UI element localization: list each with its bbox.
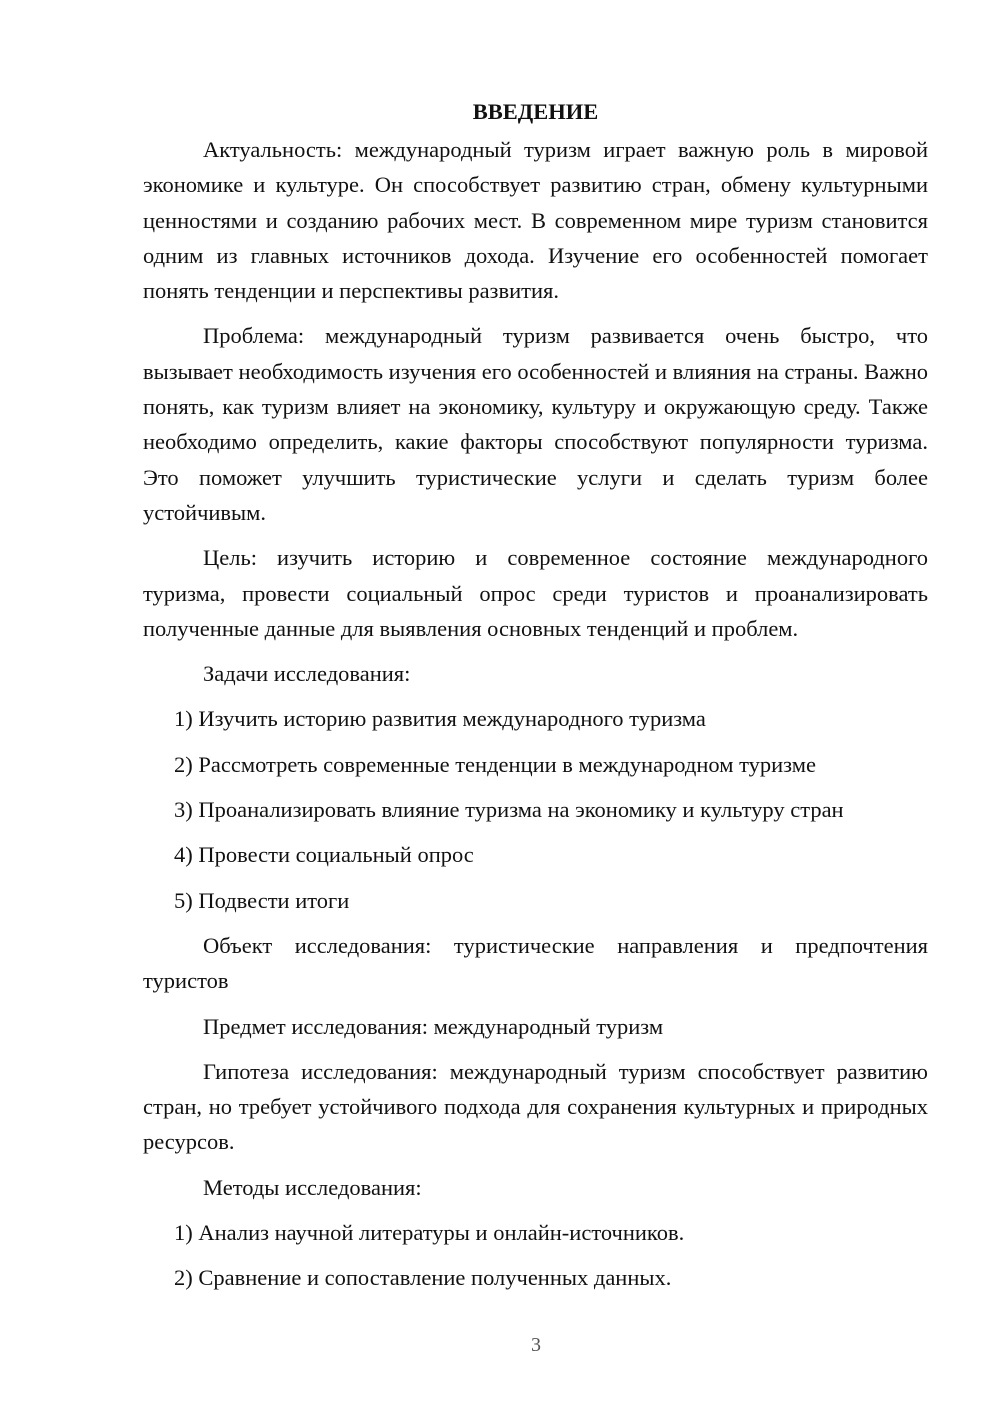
methods-heading: Методы исследования: <box>203 1174 422 1200</box>
subject-paragraph: Предмет исследования: международный туризм <box>203 1013 664 1039</box>
document-body <box>143 94 928 1306</box>
page-number: 3 <box>531 1334 541 1356</box>
tasks-heading: Задачи исследования: <box>203 661 411 687</box>
relevance-paragraph: Актуальность: международный туризм играет важную роль в мировой экономике и культуре. Он способствует развитию стран, обмену культурными ценностями и созданию рабочих мест. В современном мире туризм становится одним из главных источников дохода. Изучение его особенностей помогает понять тенденции и перспективы развития. <box>143 137 928 304</box>
goal-paragraph: Цель: изучить историю и современное состояние международного туризма, провести социальный опрос среди туристов и проанализировать полученные данные для выявления основных тенденций и проблем. <box>143 545 928 641</box>
task-item: 3) Проанализировать влияние туризма на экономику и культуру стран <box>174 797 844 823</box>
section-title: ВВЕДЕНИЕ <box>472 99 599 124</box>
tasks-list <box>143 701 928 917</box>
method-item: 2) Сравнение и сопоставление полученных данных. <box>174 1265 672 1291</box>
task-item: 2) Рассмотреть современные тенденции в международном туризме <box>174 751 816 777</box>
task-item: 4) Провести социальный опрос <box>174 842 474 868</box>
hypothesis-paragraph: Гипотеза исследования: международный туризм способствует развитию стран, но требует устойчивого подхода для сохранения культурных и природных ресурсов. <box>143 1058 928 1155</box>
method-item: 1) Анализ научной литературы и онлайн-источников. <box>174 1220 685 1246</box>
problem-paragraph: Проблема: международный туризм развивается очень быстро, что вызывает необходимость изучения его особенностей и влияния на страны. Важно понять, как туризм влияет на экономику, культуру и окружающую среду. Также необходимо определить, какие факторы способствуют популярности туризма. Это поможет улучшить туристические услуги и сделать туризм более устойчивым. <box>143 323 928 525</box>
object-paragraph: Объект исследования: туристические направления и предпочтения туристов <box>143 932 928 994</box>
methods-list <box>143 1215 928 1296</box>
task-item: 5) Подвести итоги <box>174 887 350 913</box>
task-item: 1) Изучить историю развития международного туризма <box>174 706 706 732</box>
